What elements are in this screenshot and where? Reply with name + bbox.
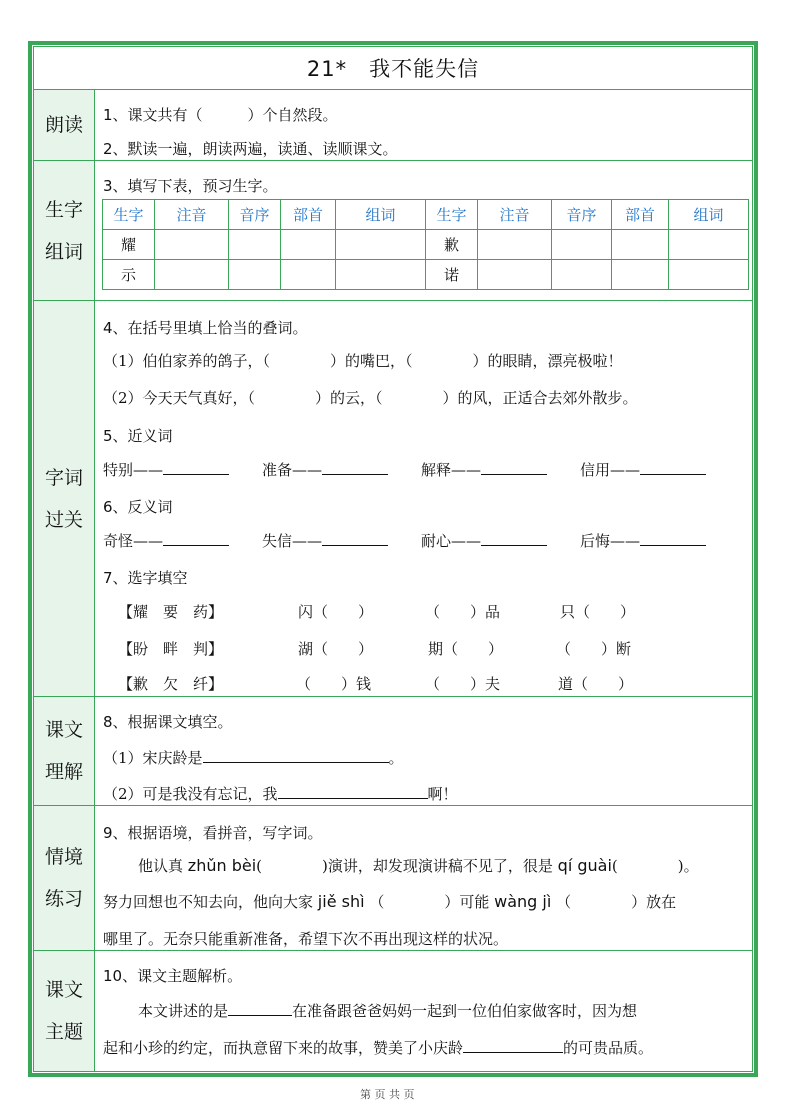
table-cell-blank[interactable] [612,230,669,260]
table-cell-blank[interactable] [669,230,749,260]
context-text: （ ）可能 [369,893,490,911]
table-header: 音序 [229,200,281,230]
pinyin: jiě shì [317,892,365,911]
section-label-understand: 课文理解 [34,697,94,805]
antonym-word: 奇怪—— [103,532,164,550]
synonym-item [103,459,229,480]
antonym-word: 后悔—— [580,532,641,550]
table-cell-blank[interactable] [229,230,281,260]
prompt-text: 啊！ [427,785,458,803]
table-header: 注音 [478,200,552,230]
answer-blank[interactable] [228,1001,292,1016]
theme-line-1 [138,1000,637,1021]
divider [34,89,752,90]
choice-item: 期（ ） [428,640,504,658]
context-line-2 [103,891,676,912]
antonym-item [421,530,547,551]
question-4-1: （1）伯伯家养的鸽子，（ ）的嘴巴，（ ）的眼睛，漂亮极啦！ [103,352,623,370]
context-line-1 [138,855,699,876]
context-text: 努力回想也不知去向，他向大家 [103,893,314,911]
synonym-word: 解释—— [421,461,482,479]
synonym-word: 特别—— [103,461,164,479]
table-cell-blank[interactable] [669,260,749,290]
synonym-word: 信用—— [580,461,641,479]
divider [34,300,752,301]
context-line-3: 哪里了。无奈只能重新准备，希望下次不再出现这样的状况。 [103,930,509,948]
antonym-word: 失信—— [262,532,323,550]
synonym-word: 准备—— [262,461,323,479]
question-8-1 [103,747,404,768]
table-header: 音序 [552,200,612,230]
table-cell: 示 [103,260,155,290]
synonym-item [421,459,547,480]
prompt-text: （1）宋庆龄是 [103,749,203,767]
page-footer: 第 页 共 页 [360,1088,415,1101]
table-cell-blank[interactable] [552,230,612,260]
theme-text: 本文讲述的是 [138,1002,229,1020]
table-cell-blank[interactable] [155,230,229,260]
answer-blank[interactable] [322,531,388,546]
answer-blank[interactable] [481,531,547,546]
table-header: 组词 [669,200,749,230]
question-3: 3、填写下表，预习生字。 [103,177,278,195]
question-7: 7、选字填空 [103,569,188,587]
table-cell: 耀 [103,230,155,260]
choice-item: 道（ ） [558,675,634,693]
context-text: ( )演讲，却发现演讲稿不见了，很是 [256,857,553,875]
choice-item: 闪（ ） [298,603,374,621]
choice-item: （ ）夫 [425,675,501,693]
table-cell-blank[interactable] [478,260,552,290]
table-cell-blank[interactable] [281,260,336,290]
pinyin: zhǔn bèi [187,856,257,875]
answer-blank[interactable] [203,748,389,763]
table-cell-blank[interactable] [552,260,612,290]
table-header: 注音 [155,200,229,230]
table-header: 部首 [281,200,336,230]
answer-blank[interactable] [640,460,706,475]
question-2: 2、默读一遍，朗读两遍，读通、读顺课文。 [103,140,398,158]
answer-blank[interactable] [463,1038,563,1053]
section-label-words: 字词过关 [34,301,94,696]
divider [34,696,752,697]
table-header-row [103,200,749,230]
table-cell-blank[interactable] [478,230,552,260]
table-cell-blank[interactable] [155,260,229,290]
choice-item: （ ）品 [425,603,501,621]
answer-blank[interactable] [278,784,428,799]
question-5: 5、近义词 [103,427,173,445]
answer-blank[interactable] [163,531,229,546]
answer-blank[interactable] [640,531,706,546]
question-8: 8、根据课文填空。 [103,713,233,731]
choice-item: 湖（ ） [298,640,374,658]
question-8-2 [103,783,458,804]
antonym-item [103,530,229,551]
synonym-item [262,459,388,480]
section-label-context: 情境练习 [34,806,94,950]
divider [34,950,752,951]
context-text: ( )。 [611,857,699,875]
answer-blank[interactable] [481,460,547,475]
synonym-item [580,459,706,480]
theme-line-2 [103,1037,653,1058]
divider [34,805,752,806]
table-cell: 歉 [426,230,478,260]
divider [34,160,752,161]
section-label-theme: 课文主题 [34,951,94,1071]
divider [94,89,95,1072]
table-cell-blank[interactable] [281,230,336,260]
table-row [103,260,749,290]
table-header: 生字 [426,200,478,230]
question-9: 9、根据语境，看拼音，写字词。 [103,824,323,842]
choice-item: 只（ ） [560,603,636,621]
choice-set: 【盼 畔 判】 [118,640,224,658]
context-text: （ ）放在 [556,893,677,911]
table-cell-blank[interactable] [612,260,669,290]
page-title: 21* 我不能失信 [306,57,480,81]
question-4: 4、在括号里填上恰当的叠词。 [103,319,308,337]
section-label-chars: 生字组词 [34,161,94,300]
question-4-2: （2）今天天气真好，（ ）的云，（ ）的风，正适合去郊外散步。 [103,389,638,407]
prompt-text: 。 [388,749,404,767]
choice-set: 【耀 要 药】 [118,603,224,621]
table-cell-blank[interactable] [229,260,281,290]
theme-text: 的可贵品质。 [563,1039,654,1057]
table-header: 组词 [336,200,426,230]
question-1: 1、课文共有（ ）个自然段。 [103,106,338,124]
table-header: 部首 [612,200,669,230]
answer-blank[interactable] [322,460,388,475]
choice-item: （ ）断 [556,640,632,658]
theme-text: 起和小珍的约定，而执意留下来的故事，赞美了小庆龄 [103,1039,464,1057]
table-cell-blank[interactable] [336,260,426,290]
table-cell-blank[interactable] [336,230,426,260]
char-table [102,199,749,290]
table-row [103,230,749,260]
antonym-word: 耐心—— [421,532,482,550]
prompt-text: （2）可是我没有忘记，我 [103,785,278,803]
pinyin: wàng jì [494,892,552,911]
theme-text: 在准备跟爸爸妈妈一起到一位伯伯家做客时，因为想 [292,1002,638,1020]
choice-item: （ ）钱 [296,675,372,693]
question-10: 10、课文主题解析。 [103,967,243,985]
choice-set: 【歉 欠 纤】 [118,675,224,693]
context-text: 他认真 [138,857,184,875]
section-label-reading: 朗读 [34,90,94,160]
question-6: 6、反义词 [103,498,173,516]
antonym-item [580,530,706,551]
table-cell: 诺 [426,260,478,290]
answer-blank[interactable] [163,460,229,475]
pinyin: qí guài [557,856,612,875]
table-header: 生字 [103,200,155,230]
antonym-item [262,530,388,551]
